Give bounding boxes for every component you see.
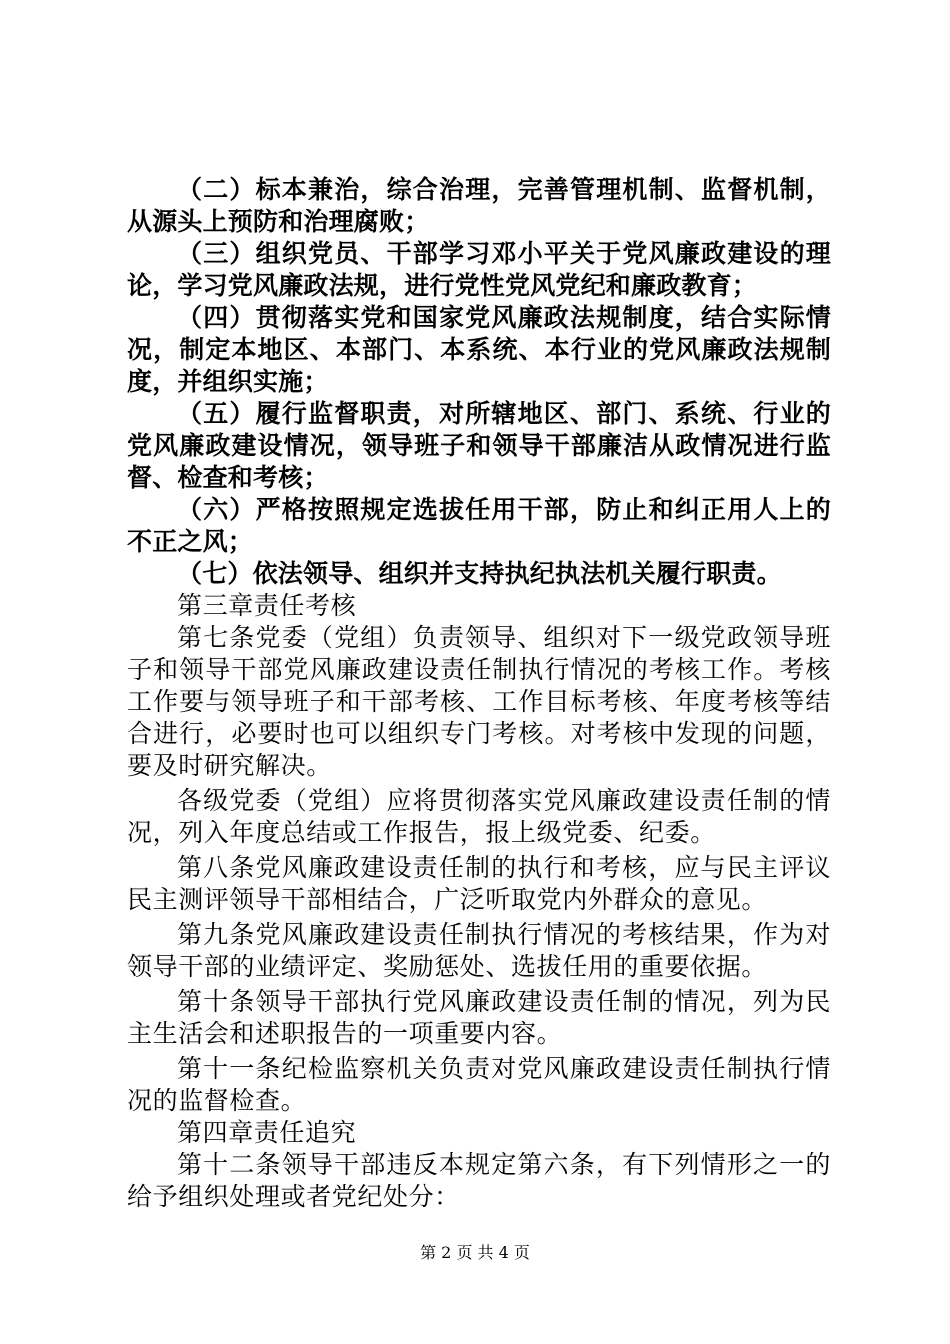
- article-12: 第十二条领导干部违反本规定第六条，有下列情形之一的给予组织处理或者党纪处分：: [127, 1150, 831, 1211]
- paragraph-item-6: （六）严格按照规定选拔任用干部，防止和纠正用人上的不正之风；: [127, 495, 831, 556]
- article-10: 第十条领导干部执行党风廉政建设责任制的情况，列为民主生活会和述职报告的一项重要内容。: [127, 987, 831, 1048]
- article-8: 第八条党风廉政建设责任制的执行和考核，应与民主评议民主测评领导干部相结合，广泛听取党内外群众的意见。: [127, 853, 831, 914]
- article-11: 第十一条纪检监察机关负责对党风廉政建设责任制执行情况的监督检查。: [127, 1054, 831, 1115]
- chapter-heading-4: 第四章责任追究: [177, 1118, 357, 1147]
- paragraph-item-4: （四）贯彻落实党和国家党风廉政法规制度，结合实际情况，制定本地区、本部门、本系统、本行业的党风廉政法规制度，并组织实施；: [127, 303, 831, 396]
- article-7: 第七条党委（党组）负责领导、组织对下一级党政领导班子和领导干部党风廉政建设责任制执行情况的考核工作。考核工作要与领导班子和干部考核、工作目标考核、年度考核等结合进行，必要时也可以组织专门考核。对考核中发现的问题，要及时研究解决。: [127, 623, 831, 780]
- article-7-supplement: 各级党委（党组）应将贯彻落实党风廉政建设责任制的情况，列入年度总结或工作报告，报上级党委、纪委。: [127, 786, 831, 847]
- paragraph-item-3: （三）组织党员、干部学习邓小平关于党风廉政建设的理论，学习党风廉政法规，进行党性党风党纪和廉政教育；: [127, 239, 831, 300]
- page-footer: 第 2 页 共 4 页: [420, 1243, 530, 1262]
- article-9: 第九条党风廉政建设责任制执行情况的考核结果，作为对领导干部的业绩评定、奖励惩处、选拔任用的重要依据。: [127, 920, 831, 981]
- paragraph-item-7: （七）依法领导、组织并支持执纪执法机关履行职责。: [177, 559, 782, 588]
- paragraph-item-2: （二）标本兼治，综合治理，完善管理机制、监督机制，从源头上预防和治理腐败；: [127, 175, 831, 236]
- paragraph-item-5: （五）履行监督职责，对所辖地区、部门、系统、行业的党风廉政建设情况，领导班子和领导干部廉洁从政情况进行监督、检查和考核；: [127, 399, 831, 492]
- chapter-heading-3: 第三章责任考核: [177, 591, 357, 620]
- document-body: [127, 174, 831, 1213]
